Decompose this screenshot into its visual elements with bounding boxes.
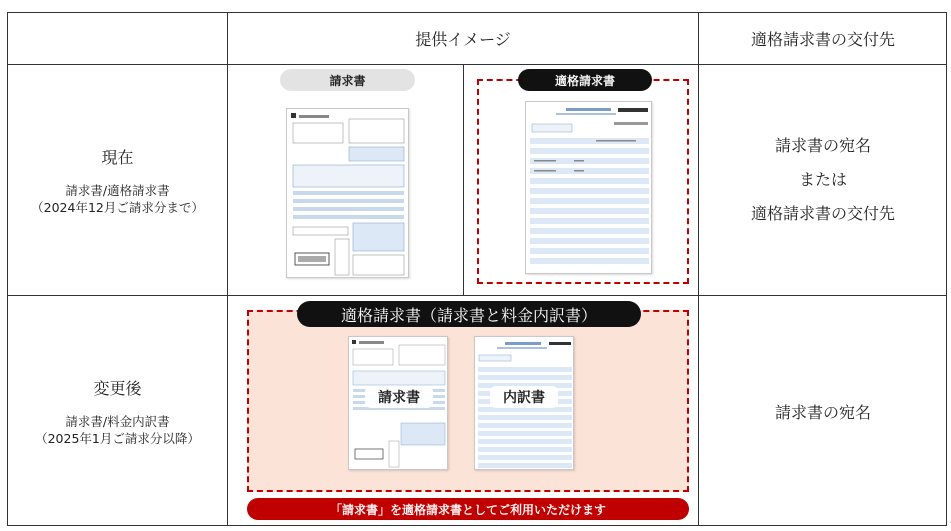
recipient-invoice-addressee: 請求書の宛名 [774, 136, 871, 155]
breakdown-doc-label: 内訳書 [490, 386, 558, 408]
qualified-invoice-document-graphic [526, 102, 652, 274]
qualified-invoice-document-image [525, 101, 652, 274]
qualified-set-banner: 適格請求書（請求書と料金内訳書） [297, 301, 641, 327]
row-current-label [8, 65, 227, 295]
invoice-document-image [286, 108, 409, 278]
row-after-title: 変更後 [93, 378, 142, 398]
header-recipient-column: 適格請求書の交付先 [750, 29, 895, 49]
invoice-tag: 請求書 [280, 69, 415, 91]
table-divider [463, 64, 464, 295]
row-current-title: 現在 [101, 147, 134, 167]
qualified-invoice-tag: 適格請求書 [518, 69, 652, 91]
table-divider [227, 12, 228, 526]
recipient-qualified-addressee: 適格請求書の交付先 [750, 204, 895, 223]
row-current-recipient [699, 65, 947, 295]
recipient-after-addressee: 請求書の宛名 [774, 402, 871, 422]
row-after-recipient [699, 296, 947, 526]
invoice-document-graphic [287, 109, 409, 278]
usage-note-banner: 「請求書」を適格請求書としてご利用いただけます [247, 498, 689, 520]
row-after-period: （2025年1月ご請求分以降） [35, 430, 200, 446]
row-after-label [8, 296, 227, 526]
row-after-subtitle: 請求書/料金内訳書 [65, 413, 170, 429]
invoice-doc-label: 請求書 [365, 386, 433, 408]
row-current-period: （2024年12月ご請求分まで） [31, 199, 204, 215]
qualified-set-highlight [247, 310, 689, 492]
recipient-or: または [798, 170, 847, 189]
row-current-subtitle: 請求書/適格請求書 [65, 182, 170, 198]
header-image-column: 提供イメージ [415, 29, 511, 49]
